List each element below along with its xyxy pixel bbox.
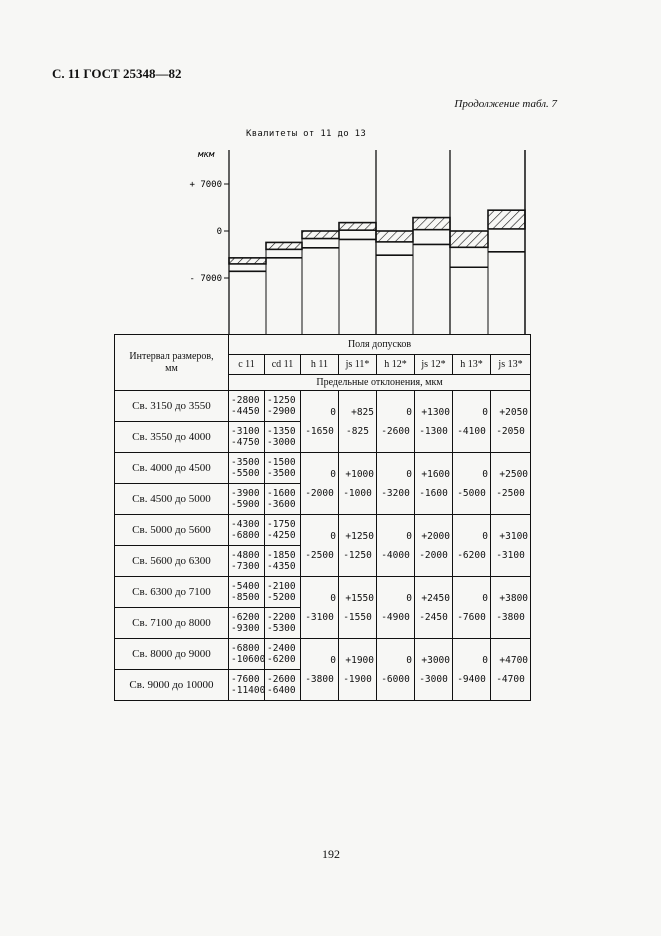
cell-js11 [339,515,377,577]
col-header-5: js 12* [415,355,453,375]
deviation-value: -5300 [267,623,296,634]
upper-deviation: 0 [482,530,488,542]
cell-c11 [229,546,265,577]
deviation-value: -1250 [267,395,296,406]
deviation-value: -4300 [231,519,260,530]
deviation-value: -8500 [231,592,260,603]
y-tick-label: + 7000 [189,180,222,190]
table-row [115,515,531,546]
lower-deviation: -3000 [419,673,448,685]
lower-deviation: -2000 [305,487,334,499]
cell-cd11 [265,391,301,422]
tolerance-zone-0 [229,258,266,264]
cell-c11 [229,422,265,453]
tolerance-zone-7 [488,210,525,229]
upper-deviation: +1250 [345,530,374,542]
cell-c11 [229,391,265,422]
row-interval: Св. 3150 до 3550 [115,391,229,422]
cell-h11 [301,577,339,639]
cell-js12 [415,515,453,577]
upper-deviation: 0 [406,468,412,480]
cell-h12 [377,639,415,701]
cell-c11 [229,453,265,484]
deviation-value: -11400 [231,685,266,696]
cell-cd11 [265,639,301,670]
deviation-value: -2100 [267,581,296,592]
deviation-value: -1500 [267,457,296,468]
lower-deviation: -3100 [496,549,525,561]
row-interval: Св. 3550 до 4000 [115,422,229,453]
upper-deviation: +2050 [499,406,529,418]
lower-deviation: -4900 [381,611,410,623]
col-header-4: h 12* [377,355,415,375]
upper-deviation: 0 [482,468,488,480]
upper-deviation: 0 [330,654,336,666]
cell-h13 [453,639,491,701]
cell-js11 [339,453,377,515]
lower-deviation: -7600 [457,611,486,623]
upper-deviation: 0 [406,592,412,604]
upper-deviation: 0 [406,654,412,666]
cell-cd11 [265,515,301,546]
tolerance-zone-4 [376,231,413,242]
deviation-value: -4450 [231,406,260,417]
cell-c11 [229,608,265,639]
row-interval: Св. 9000 до 10000 [115,670,229,701]
upper-deviation: +2000 [421,530,450,542]
cell-h13 [453,577,491,639]
row-interval: Св. 6300 до 7100 [115,577,229,608]
row-interval: Св. 4500 до 5000 [115,484,229,515]
cell-js13 [491,577,531,639]
upper-deviation: 0 [482,406,488,418]
deviation-value: -3500 [231,457,260,468]
upper-deviation: 0 [330,468,336,480]
deviation-value: -7600 [231,674,260,685]
upper-deviation: 0 [330,530,336,542]
chart-title: Квалитеты от 11 до 13 [246,129,367,139]
table-continuation-note: Продолжение табл. 7 [454,98,557,110]
cell-h11 [301,639,339,701]
lower-deviation: -2500 [496,487,525,499]
upper-deviation: +1900 [345,654,374,666]
cell-c11 [229,577,265,608]
deviation-value: -3100 [231,426,260,437]
y-axis-unit: мкм [198,150,215,160]
lower-deviation: -6000 [381,673,410,685]
deviation-value: -6800 [231,530,260,541]
table-row [115,639,531,670]
cell-h13 [453,391,491,453]
upper-deviation: +1000 [345,468,374,480]
lower-deviation: -9400 [457,673,486,685]
deviation-value: -5900 [231,499,260,510]
deviation-value: -5400 [231,581,260,592]
deviation-value: -1600 [267,488,296,499]
cell-h13 [453,453,491,515]
cell-js13 [491,453,531,515]
cell-cd11 [265,422,301,453]
upper-deviation: 0 [482,654,488,666]
col-header-1: cd 11 [265,355,301,375]
deviation-value: -3900 [231,488,260,499]
deviation-value: -9300 [231,623,260,634]
deviation-value: -2400 [267,643,296,654]
row-interval: Св. 7100 до 8000 [115,608,229,639]
tolerance-table [114,334,531,701]
cell-cd11 [265,670,301,701]
lower-deviation: -2600 [381,425,410,437]
cell-h13 [453,515,491,577]
deviation-value: -4800 [231,550,260,561]
upper-deviation: 0 [482,592,488,604]
document-header: С. 11 ГОСТ 25348—82 [52,66,182,81]
cell-h12 [377,577,415,639]
tolerance-zone-2 [302,231,339,239]
deviation-value: -3000 [267,437,296,448]
deviation-value: -10600 [231,654,266,665]
upper-deviation: +2450 [421,592,450,604]
cell-c11 [229,670,265,701]
cell-js13 [491,639,531,701]
deviation-value: -1750 [267,519,296,530]
lower-deviation: -1650 [305,425,334,437]
lower-deviation: -3100 [305,611,334,623]
cell-cd11 [265,453,301,484]
cell-js13 [491,391,531,453]
upper-deviation: 0 [406,406,412,418]
lower-deviation: -5000 [457,487,486,499]
col-header-2: h 11 [301,355,339,375]
cell-js11 [339,391,377,453]
deviation-value: -6800 [231,643,260,654]
table-row [115,577,531,608]
tolerance-zone-6 [450,231,488,247]
cell-h12 [377,515,415,577]
deviation-value: -3500 [267,468,296,479]
lower-deviation: -2450 [419,611,448,623]
upper-deviation: +3000 [421,654,450,666]
lower-deviation: -3200 [381,487,410,499]
cell-js12 [415,453,453,515]
page-number: 192 [322,847,340,861]
deviation-value: -7300 [231,561,260,572]
deviation-value: -2900 [267,406,296,417]
cell-h12 [377,453,415,515]
deviation-value: -4250 [267,530,296,541]
lower-deviation: -1300 [419,425,448,437]
deviation-value: -6200 [267,654,296,665]
upper-deviation: 0 [330,592,336,604]
upper-deviation: +3100 [499,530,529,542]
row-interval: Св. 8000 до 9000 [115,639,229,670]
y-tick-label: - 7000 [189,274,222,284]
cell-c11 [229,515,265,546]
lower-deviation: -2000 [419,549,448,561]
tolerance-zone-3 [339,223,376,231]
deviation-value: -4750 [231,437,260,448]
header-interval: Интервал размеров, мм [115,335,229,391]
table-row [115,453,531,484]
deviation-value: -1350 [267,426,296,437]
lower-deviation: -1250 [343,549,372,561]
cell-h11 [301,515,339,577]
col-header-7: js 13* [491,355,531,375]
deviation-value: -5500 [231,468,260,479]
lower-deviation: -1550 [343,611,372,623]
lower-deviation: -4000 [381,549,410,561]
cell-js12 [415,391,453,453]
upper-deviation: +825 [351,406,374,418]
lower-deviation: -2050 [496,425,525,437]
lower-deviation: -3800 [305,673,334,685]
cell-c11 [229,639,265,670]
table-row [115,391,531,422]
deviation-value: -3600 [267,499,296,510]
deviation-value: -2600 [267,674,296,685]
cell-js12 [415,577,453,639]
deviation-value: -2200 [267,612,296,623]
cell-js13 [491,515,531,577]
deviation-value: -1850 [267,550,296,561]
lower-deviation: -4700 [496,673,525,685]
lower-deviation: -4100 [457,425,486,437]
cell-cd11 [265,484,301,515]
row-interval: Св. 5000 до 5600 [115,515,229,546]
header-tolerance-fields: Поля допусков [229,335,531,355]
cell-js11 [339,639,377,701]
upper-deviation: +1600 [421,468,450,480]
header-limit-deviations: Предельные отклонения, мкм [229,375,531,391]
deviation-value: -6200 [231,612,260,623]
row-interval: Св. 5600 до 6300 [115,546,229,577]
deviation-value: -6400 [267,685,296,696]
tolerance-zone-5 [413,218,450,230]
upper-deviation: +1300 [421,406,450,418]
tolerance-zone-1 [266,242,302,249]
deviation-value: -4350 [267,561,296,572]
y-tick-label: 0 [216,227,222,237]
upper-deviation: +3800 [499,592,529,604]
cell-c11 [229,484,265,515]
lower-deviation: -1000 [343,487,372,499]
cell-js12 [415,639,453,701]
upper-deviation: 0 [406,530,412,542]
lower-deviation: -3800 [496,611,525,623]
lower-deviation: -6200 [457,549,486,561]
cell-h12 [377,391,415,453]
upper-deviation: 0 [330,406,336,418]
lower-deviation: -2500 [305,549,334,561]
upper-deviation: +2500 [499,468,529,480]
upper-deviation: +1550 [345,592,374,604]
col-header-3: js 11* [339,355,377,375]
deviation-value: -2800 [231,395,260,406]
lower-deviation: -1600 [419,487,448,499]
cell-cd11 [265,546,301,577]
col-header-0: c 11 [229,355,265,375]
lower-deviation: -1900 [343,673,372,685]
lower-deviation: -825 [346,425,369,437]
cell-cd11 [265,608,301,639]
cell-js11 [339,577,377,639]
cell-h11 [301,453,339,515]
cell-h11 [301,391,339,453]
cell-cd11 [265,577,301,608]
upper-deviation: +4700 [499,654,529,666]
row-interval: Св. 4000 до 4500 [115,453,229,484]
deviation-value: -5200 [267,592,296,603]
col-header-6: h 13* [453,355,491,375]
